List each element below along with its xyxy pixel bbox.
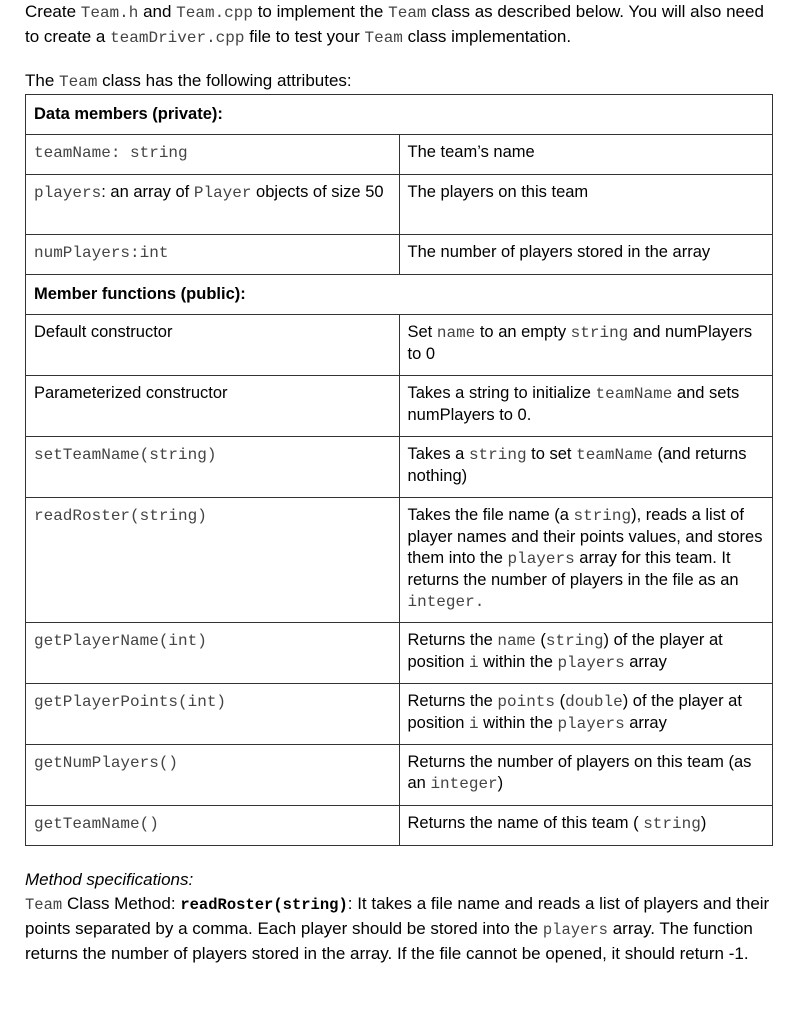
code-read-roster: readRoster(string)	[180, 896, 348, 914]
code-player: Player	[193, 184, 252, 202]
table-row	[26, 175, 773, 235]
code-num-players: numPlayers:int	[34, 244, 169, 262]
member-functions-header: Member functions (public):	[26, 275, 773, 315]
desc-text: Takes the file name (a	[407, 506, 574, 524]
function-name-cell: Parameterized constructor	[26, 376, 400, 437]
attributes-text: The	[25, 71, 60, 90]
description-cell	[399, 623, 773, 684]
description-cell: The players on this team	[399, 175, 773, 235]
table-row	[26, 437, 773, 498]
spec-text: Class Method:	[62, 894, 181, 913]
code-set-team-name: setTeamName(string)	[34, 446, 217, 464]
desc-text: Returns the number of players on this team (as an	[407, 753, 752, 792]
intro-text: class implementation.	[402, 27, 572, 46]
code-team-name: teamName	[576, 446, 653, 464]
member-cell	[26, 175, 400, 235]
function-name-cell	[26, 684, 400, 745]
attributes-text: class has the following attributes:	[97, 71, 352, 90]
function-name-cell	[26, 745, 400, 806]
table-row	[26, 745, 773, 806]
code-type: : string	[110, 144, 188, 162]
data-members-header: Data members (private):	[26, 95, 773, 135]
section-row	[26, 95, 773, 135]
intro-text: Create	[25, 2, 81, 21]
description-cell	[399, 498, 773, 623]
code-points: points	[497, 693, 555, 711]
code-players: players	[557, 654, 625, 672]
member-text: : an array of	[101, 183, 194, 201]
function-name-cell: Default constructor	[26, 315, 400, 376]
table-row	[26, 498, 773, 623]
code-players: players	[507, 550, 575, 568]
description-cell	[399, 684, 773, 745]
description-cell: The number of players stored in the array	[399, 235, 773, 275]
desc-text: (and returns nothing)	[407, 445, 747, 485]
code-team: Team	[388, 4, 427, 22]
code-string: string	[468, 446, 527, 464]
code-team-h: Team.h	[80, 4, 139, 22]
desc-text: and sets numPlayers to 0.	[407, 384, 740, 424]
code-get-num-players: getNumPlayers()	[34, 754, 179, 772]
desc-text: Set	[407, 323, 437, 341]
member-cell	[26, 235, 400, 275]
code-double: double	[565, 693, 623, 711]
code-string: string	[643, 815, 701, 833]
desc-text: and numPlayers to 0	[407, 323, 753, 363]
desc-text: ) of the player at position	[407, 692, 742, 732]
spec-text: array. The function returns the number of players stored in the array. If the file cannot be opened, it should return -1.	[25, 919, 753, 963]
table-row	[26, 684, 773, 745]
code-string: string	[545, 632, 604, 650]
member-text: objects of size 50	[251, 183, 384, 201]
code-players: players	[34, 184, 102, 202]
desc-text: array for this team. It returns the number of players in the file as an	[407, 549, 739, 589]
function-name-cell	[26, 623, 400, 684]
desc-text: )	[700, 814, 707, 832]
table-row	[26, 623, 773, 684]
code-integer: integer	[430, 775, 498, 793]
table-row	[26, 806, 773, 846]
intro-text: to implement the	[252, 2, 389, 21]
code-players: players	[542, 921, 608, 939]
code-players: players	[557, 715, 625, 733]
attributes-intro	[25, 70, 352, 93]
intro-text: and	[138, 2, 177, 21]
intro-paragraph	[25, 0, 775, 50]
code-team-name: teamName	[34, 144, 111, 162]
intro-text: class as described below. You will also need to create a	[25, 2, 764, 46]
code-team-cpp: Team.cpp	[176, 4, 253, 22]
description-cell	[399, 745, 773, 806]
description-cell	[399, 437, 773, 498]
code-name: name	[436, 324, 476, 342]
desc-text: Returns the	[407, 692, 498, 710]
function-name-cell	[26, 437, 400, 498]
code-string: string	[573, 507, 632, 525]
desc-text: ), reads a list of player names and their points values, and stores them into the	[407, 506, 763, 567]
desc-text: Takes a	[407, 445, 469, 463]
desc-text: Returns the	[407, 631, 498, 649]
description-cell	[399, 376, 773, 437]
code-get-player-name: getPlayerName(int)	[34, 632, 207, 650]
desc-text: (	[535, 631, 546, 649]
desc-text: array	[624, 653, 667, 671]
desc-text: )	[497, 774, 504, 792]
description-cell	[399, 806, 773, 846]
code-team-name: teamName	[595, 385, 673, 403]
method-spec-body	[25, 892, 770, 966]
section-row	[26, 275, 773, 315]
code-read-roster: readRoster(string)	[34, 507, 207, 525]
code-string: string	[570, 324, 629, 342]
desc-text: within the	[478, 714, 558, 732]
class-spec-table	[25, 94, 773, 846]
description-cell	[399, 315, 773, 376]
method-specifications	[25, 868, 770, 966]
table-row	[26, 315, 773, 376]
intro-text: file to test your	[244, 27, 365, 46]
code-i: i	[468, 654, 479, 672]
code-team-driver: teamDriver.cpp	[110, 29, 245, 47]
code-team: Team	[364, 29, 403, 47]
spec-text: : It takes a file name and reads a list of players and their points separated by a comma. Each player should be stored into the	[25, 894, 770, 938]
table-row	[26, 135, 773, 175]
method-spec-title: Method specifications:	[25, 870, 194, 889]
desc-text: Takes a string to initialize	[407, 384, 596, 402]
desc-text: within the	[478, 653, 558, 671]
code-get-team-name: getTeamName()	[34, 815, 159, 833]
description-cell: The team’s name	[399, 135, 773, 175]
desc-text: array	[624, 714, 667, 732]
code-get-player-points: getPlayerPoints(int)	[34, 693, 227, 711]
code-team: Team	[59, 73, 98, 91]
code-i: i	[468, 715, 479, 733]
table-row	[26, 376, 773, 437]
code-name: name	[497, 632, 536, 650]
desc-text: Returns the name of this team (	[407, 814, 644, 832]
desc-text: to an empty	[475, 323, 571, 341]
desc-text: (	[555, 692, 566, 710]
function-name-cell	[26, 498, 400, 623]
member-cell	[26, 135, 400, 175]
table-row	[26, 235, 773, 275]
desc-text: to set	[526, 445, 577, 463]
function-name-cell	[26, 806, 400, 846]
code-integer: integer.	[407, 593, 485, 611]
desc-text: ) of the player at position	[407, 631, 723, 671]
code-team: Team	[25, 896, 63, 914]
